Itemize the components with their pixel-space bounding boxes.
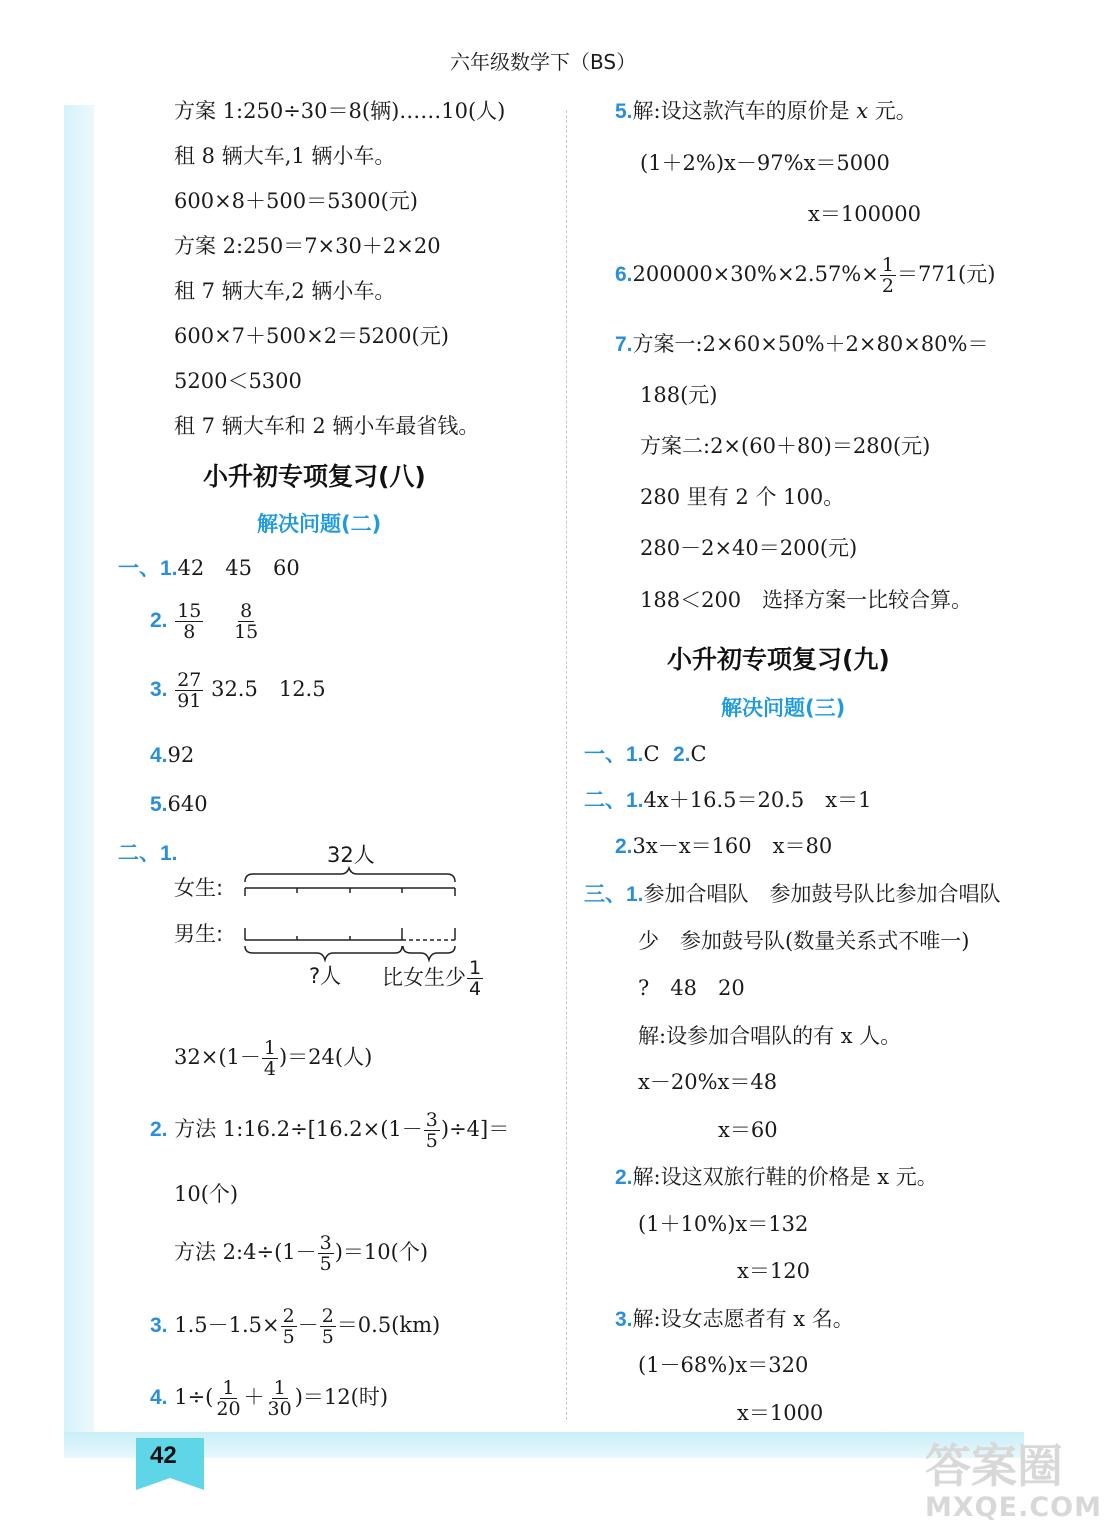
diagram-unknown-label: ?人: [309, 964, 342, 988]
r-problem-2-2: 2.3x－x＝160 x＝80: [615, 834, 833, 858]
r3q3-line-2: (1－68%)x＝320: [638, 1353, 809, 1377]
r3q3-line-3: x＝1000: [737, 1401, 824, 1425]
fraction: $\frac{1}{30}$: [267, 1377, 292, 1420]
r3q2-line-3: x＝120: [737, 1259, 810, 1283]
r5-eq1: (1＋2%)x－97%x＝5000: [640, 151, 890, 175]
watermark-bottom: MXQE.COM: [925, 1492, 1102, 1523]
problem-label: 3.: [150, 1314, 168, 1337]
left-line-2: 租 8 辆大车,1 辆小车。: [174, 144, 396, 168]
column-divider: [566, 110, 567, 1420]
left-line-1: 方案 1:250÷30＝8(辆)……10(人): [174, 99, 506, 123]
answer-text: 32.5 12.5: [211, 677, 326, 701]
fraction: $\frac{3}{5}$: [425, 1109, 438, 1152]
problem-label: 2.: [672, 743, 691, 766]
fraction: $\frac{1}{4}$: [263, 1037, 276, 1080]
r-problem-2-1: 二、1.4x＋16.5＝20.5 x＝1: [584, 788, 872, 812]
problem-2-2-method2: 方法 2:4÷(1－ $\frac{3}{5}$ )＝10(个): [174, 1232, 429, 1275]
segment-diagram: [235, 866, 465, 966]
diagram-less-label: [382, 958, 484, 999]
r3q2-line-2: (1＋10%)x＝132: [638, 1212, 809, 1236]
watermark-logo: [925, 1439, 1102, 1530]
diagram-total-label: 32人: [327, 843, 375, 867]
fraction: $\frac{8}{15}$: [234, 600, 259, 643]
section-title-9: 小升初专项复习(九): [667, 645, 890, 674]
left-line-5: 租 7 辆大车,2 辆小车。: [174, 279, 396, 303]
problem-2-3: 3. 1.5－1.5× $\frac{2}{5}$ － $\frac{2}{5}$ ＝0.5(km): [150, 1305, 441, 1348]
page-header: 六年级数学下（BS）: [450, 50, 637, 74]
diagram-girls-label: 女生:: [174, 876, 224, 900]
less-text: 比女生少: [382, 965, 466, 990]
r3-line-5: x－20%x＝48: [638, 1070, 778, 1094]
r5-eq2: x＝100000: [808, 202, 922, 226]
diagram-boys-label: 男生:: [174, 922, 224, 946]
page-number: 42: [150, 1442, 177, 1469]
problem-label: 一、1.: [584, 743, 644, 766]
problem-label: 一、1.: [118, 557, 178, 580]
left-line-8: 租 7 辆大车和 2 辆小车最省钱。: [174, 414, 480, 438]
left-line-6: 600×7＋500×2＝5200(元): [174, 324, 449, 348]
r7-line-5: 280－2×40＝200(元): [640, 536, 858, 560]
answer-text: 92: [167, 743, 195, 767]
left-line-7: 5200＜5300: [174, 369, 302, 393]
r3-line-4: 解:设参加合唱队的有 x 人。: [638, 1024, 902, 1048]
problem-label: 4.: [150, 744, 168, 767]
problem-r5: 5.解:设这款汽车的原价是 x 元。: [615, 99, 917, 123]
fraction: $\frac{27}{91}$: [177, 669, 202, 712]
problem-1-2: [150, 601, 261, 642]
r7-line-2: 188(元): [640, 383, 718, 407]
problem-1-1: [118, 555, 300, 582]
problem-label: 2.: [615, 1166, 633, 1189]
r3-line-3: ? 48 20: [638, 976, 745, 1000]
problem-1-3: [150, 670, 326, 711]
problem-label: 5.: [150, 793, 168, 816]
left-line-3: 600×8＋500＝5300(元): [174, 189, 418, 213]
problem-label: 3.: [615, 1308, 633, 1331]
fraction: $\frac{1}{2}$: [881, 254, 894, 297]
r3-line-2: 少 参加鼓号队(数量关系式不唯一): [638, 929, 970, 953]
problem-2-2-line2: 10(个): [174, 1182, 239, 1206]
section-subtitle-8: 解决问题(二): [257, 512, 382, 536]
calc-line: 32×(1－ $\frac{1}{4}$ )＝24(人): [174, 1037, 373, 1080]
problem-label: 二、1.: [584, 789, 644, 812]
section-title-8: 小升初专项复习(八): [203, 462, 426, 491]
r-problem-1: 一、1.C 2.C: [584, 742, 707, 766]
fraction: $\frac{3}{5}$: [319, 1232, 332, 1275]
answer-text: 640: [167, 792, 208, 816]
r7-line-6: 188＜200 选择方案一比较合算。: [640, 588, 973, 612]
answer-text: 42 45 60: [177, 556, 300, 580]
bottom-bar-decoration: [64, 1432, 1024, 1458]
problem-r7: 7.方案一:2×60×50%＋2×80×80%＝: [615, 332, 989, 356]
problem-2-2: 2. 方法 1:16.2÷[16.2×(1－ $\frac{3}{5}$ )÷4]＝: [150, 1109, 510, 1152]
r3-line-6: x＝60: [718, 1118, 778, 1142]
problem-label: 7.: [615, 333, 633, 356]
fraction: $\frac{1}{20}$: [216, 1377, 241, 1420]
problem-label: 3.: [150, 678, 168, 701]
fraction: $\frac{1}{4}$: [469, 957, 482, 1000]
problem-1-5: [150, 791, 208, 818]
problem-label: 4.: [150, 1386, 168, 1409]
watermark-top: 答案圈: [925, 1439, 1063, 1493]
problem-label: 2.: [615, 835, 633, 858]
r7-line-4: 280 里有 2 个 100。: [640, 485, 845, 509]
problem-r6: 6.200000×30%×2.57%× $\frac{1}{2}$ ＝771(元): [615, 254, 996, 297]
section-subtitle-9: 解决问题(三): [721, 696, 846, 720]
problem-label: 2.: [150, 609, 168, 632]
fraction: $\frac{2}{5}$: [282, 1305, 295, 1348]
problem-label: 三、1.: [584, 883, 644, 906]
r-problem-3-1: 三、1.参加合唱队 参加鼓号队比参加合唱队: [584, 882, 1001, 906]
fraction: $\frac{2}{5}$: [321, 1305, 334, 1348]
fraction: $\frac{15}{8}$: [177, 600, 202, 643]
problem-2-4: 4. 1÷( $\frac{1}{20}$ ＋ $\frac{1}{30}$ )＝12(时): [150, 1377, 389, 1420]
problem-2-1-label: 二、1.: [118, 842, 178, 865]
problem-label: 2.: [150, 1118, 168, 1141]
r-problem-3-3: 3.解:设女志愿者有 x 名。: [615, 1307, 854, 1331]
problem-label: 6.: [615, 263, 633, 286]
problem-1-4: [150, 742, 194, 769]
sidebar-decoration: [64, 105, 94, 1440]
r7-line-3: 方案二:2×(60＋80)＝280(元): [640, 434, 931, 458]
r-problem-3-2: 2.解:设这双旅行鞋的价格是 x 元。: [615, 1165, 938, 1189]
left-line-4: 方案 2:250＝7×30＋2×20: [174, 234, 441, 258]
problem-label: 5.: [615, 100, 633, 123]
